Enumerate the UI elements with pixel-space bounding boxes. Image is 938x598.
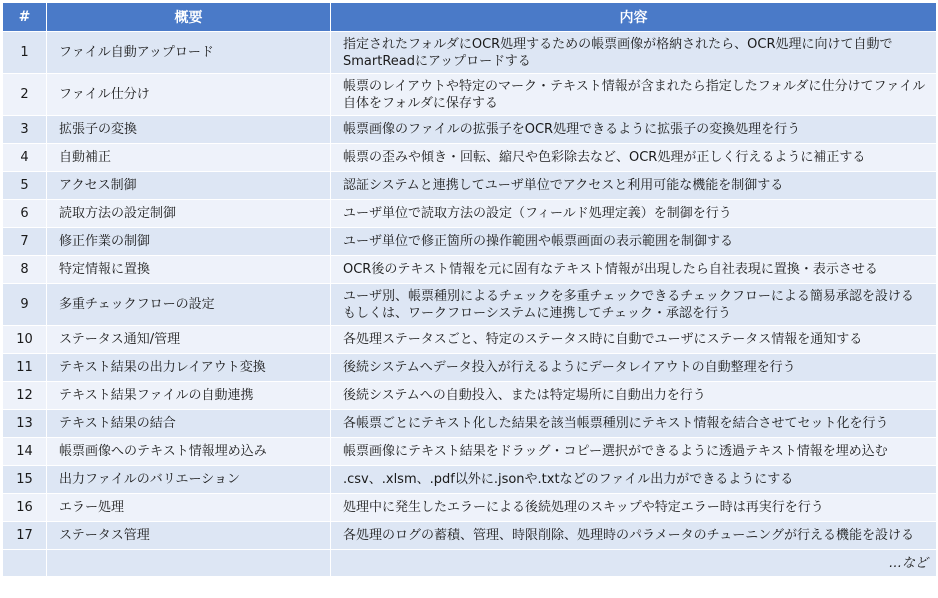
row-content: 後続システムへデータ投入が行えるようにデータレイアウトの自動整理を行う xyxy=(331,354,937,382)
row-content: 各帳票ごとにテキスト化した結果を該当帳票種別にテキスト情報を結合させてセット化を行う xyxy=(331,410,937,438)
table-row xyxy=(3,228,937,256)
feature-table xyxy=(2,2,937,577)
row-number: 3 xyxy=(3,116,47,144)
row-content: 指定されたフォルダにOCR処理するための帳票画像が格納されたら、OCR処理に向けて自動でSmartReadにアップロードする xyxy=(331,32,937,74)
row-summary: ステータス管理 xyxy=(47,522,331,550)
table-row xyxy=(3,32,937,74)
table-row xyxy=(3,74,937,116)
table-row xyxy=(3,382,937,410)
table-footer-row xyxy=(3,550,937,577)
row-content: 処理中に発生したエラーによる後続処理のスキップや特定エラー時は再実行を行う xyxy=(331,494,937,522)
table-row xyxy=(3,466,937,494)
row-number: 7 xyxy=(3,228,47,256)
row-summary: テキスト結果の出力レイアウト変換 xyxy=(47,354,331,382)
row-number: 4 xyxy=(3,144,47,172)
row-summary: ファイル自動アップロード xyxy=(47,32,331,74)
row-summary: 特定情報に置換 xyxy=(47,256,331,284)
row-number: 12 xyxy=(3,382,47,410)
row-summary: アクセス制御 xyxy=(47,172,331,200)
row-content: 帳票画像にテキスト結果をドラッグ・コピー選択ができるように透過テキスト情報を埋め込む xyxy=(331,438,937,466)
row-summary: 拡張子の変換 xyxy=(47,116,331,144)
table-row xyxy=(3,326,937,354)
row-number: 9 xyxy=(3,284,47,326)
row-content: 各処理のログの蓄積、管理、時限削除、処理時のパラメータのチューニングが行える機能を設ける xyxy=(331,522,937,550)
row-number: 8 xyxy=(3,256,47,284)
row-content: 認証システムと連携してユーザ単位でアクセスと利用可能な機能を制御する xyxy=(331,172,937,200)
row-summary: 読取方法の設定制御 xyxy=(47,200,331,228)
row-summary: 出力ファイルのバリエーション xyxy=(47,466,331,494)
row-number: 5 xyxy=(3,172,47,200)
row-number: 15 xyxy=(3,466,47,494)
row-number: 17 xyxy=(3,522,47,550)
row-content: 後続システムへの自動投入、または特定場所に自動出力を行う xyxy=(331,382,937,410)
row-summary: テキスト結果の結合 xyxy=(47,410,331,438)
row-summary: 自動補正 xyxy=(47,144,331,172)
footer-empty-number xyxy=(3,550,47,577)
table-row xyxy=(3,438,937,466)
row-content: 帳票の歪みや傾き・回転、縮尺や色彩除去など、OCR処理が正しく行えるように補正する xyxy=(331,144,937,172)
row-number: 2 xyxy=(3,74,47,116)
table-header-row xyxy=(3,3,937,32)
row-summary: 帳票画像へのテキスト情報埋め込み xyxy=(47,438,331,466)
etc-note: …など xyxy=(331,550,937,577)
table-row xyxy=(3,172,937,200)
row-number: 14 xyxy=(3,438,47,466)
row-content: ユーザ単位で修正箇所の操作範囲や帳票画面の表示範囲を制御する xyxy=(331,228,937,256)
table-row xyxy=(3,144,937,172)
table-row xyxy=(3,522,937,550)
row-content: ユーザ単位で読取方法の設定（フィールド処理定義）を制御を行う xyxy=(331,200,937,228)
row-summary: 修正作業の制御 xyxy=(47,228,331,256)
table-row xyxy=(3,354,937,382)
row-summary: テキスト結果ファイルの自動連携 xyxy=(47,382,331,410)
row-content: 帳票画像のファイルの拡張子をOCR処理できるように拡張子の変換処理を行う xyxy=(331,116,937,144)
table-row xyxy=(3,410,937,438)
row-summary: ファイル仕分け xyxy=(47,74,331,116)
row-number: 1 xyxy=(3,32,47,74)
header-number: # xyxy=(3,3,47,32)
footer-empty-summary xyxy=(47,550,331,577)
table-row xyxy=(3,200,937,228)
row-summary: エラー処理 xyxy=(47,494,331,522)
row-content: 各処理ステータスごと、特定のステータス時に自動でユーザにステータス情報を通知する xyxy=(331,326,937,354)
row-number: 13 xyxy=(3,410,47,438)
table-row xyxy=(3,494,937,522)
row-number: 6 xyxy=(3,200,47,228)
row-number: 16 xyxy=(3,494,47,522)
row-number: 11 xyxy=(3,354,47,382)
row-content: OCR後のテキスト情報を元に固有なテキスト情報が出現したら自社表現に置換・表示させる xyxy=(331,256,937,284)
row-number: 10 xyxy=(3,326,47,354)
header-summary: 概要 xyxy=(47,3,331,32)
table-row xyxy=(3,116,937,144)
row-content: .csv、.xlsm、.pdf以外に.jsonや.txtなどのファイル出力ができるようにする xyxy=(331,466,937,494)
header-content: 内容 xyxy=(331,3,937,32)
table-row xyxy=(3,284,937,326)
row-summary: 多重チェックフローの設定 xyxy=(47,284,331,326)
row-content: ユーザ別、帳票種別によるチェックを多重チェックできるチェックフローによる簡易承認を設ける もしくは、ワークフローシステムに連携してチェック・承認を行う xyxy=(331,284,937,326)
row-content: 帳票のレイアウトや特定のマーク・テキスト情報が含まれたら指定したフォルダに仕分けてファイル自体をフォルダに保存する xyxy=(331,74,937,116)
table-row xyxy=(3,256,937,284)
row-summary: ステータス通知/管理 xyxy=(47,326,331,354)
